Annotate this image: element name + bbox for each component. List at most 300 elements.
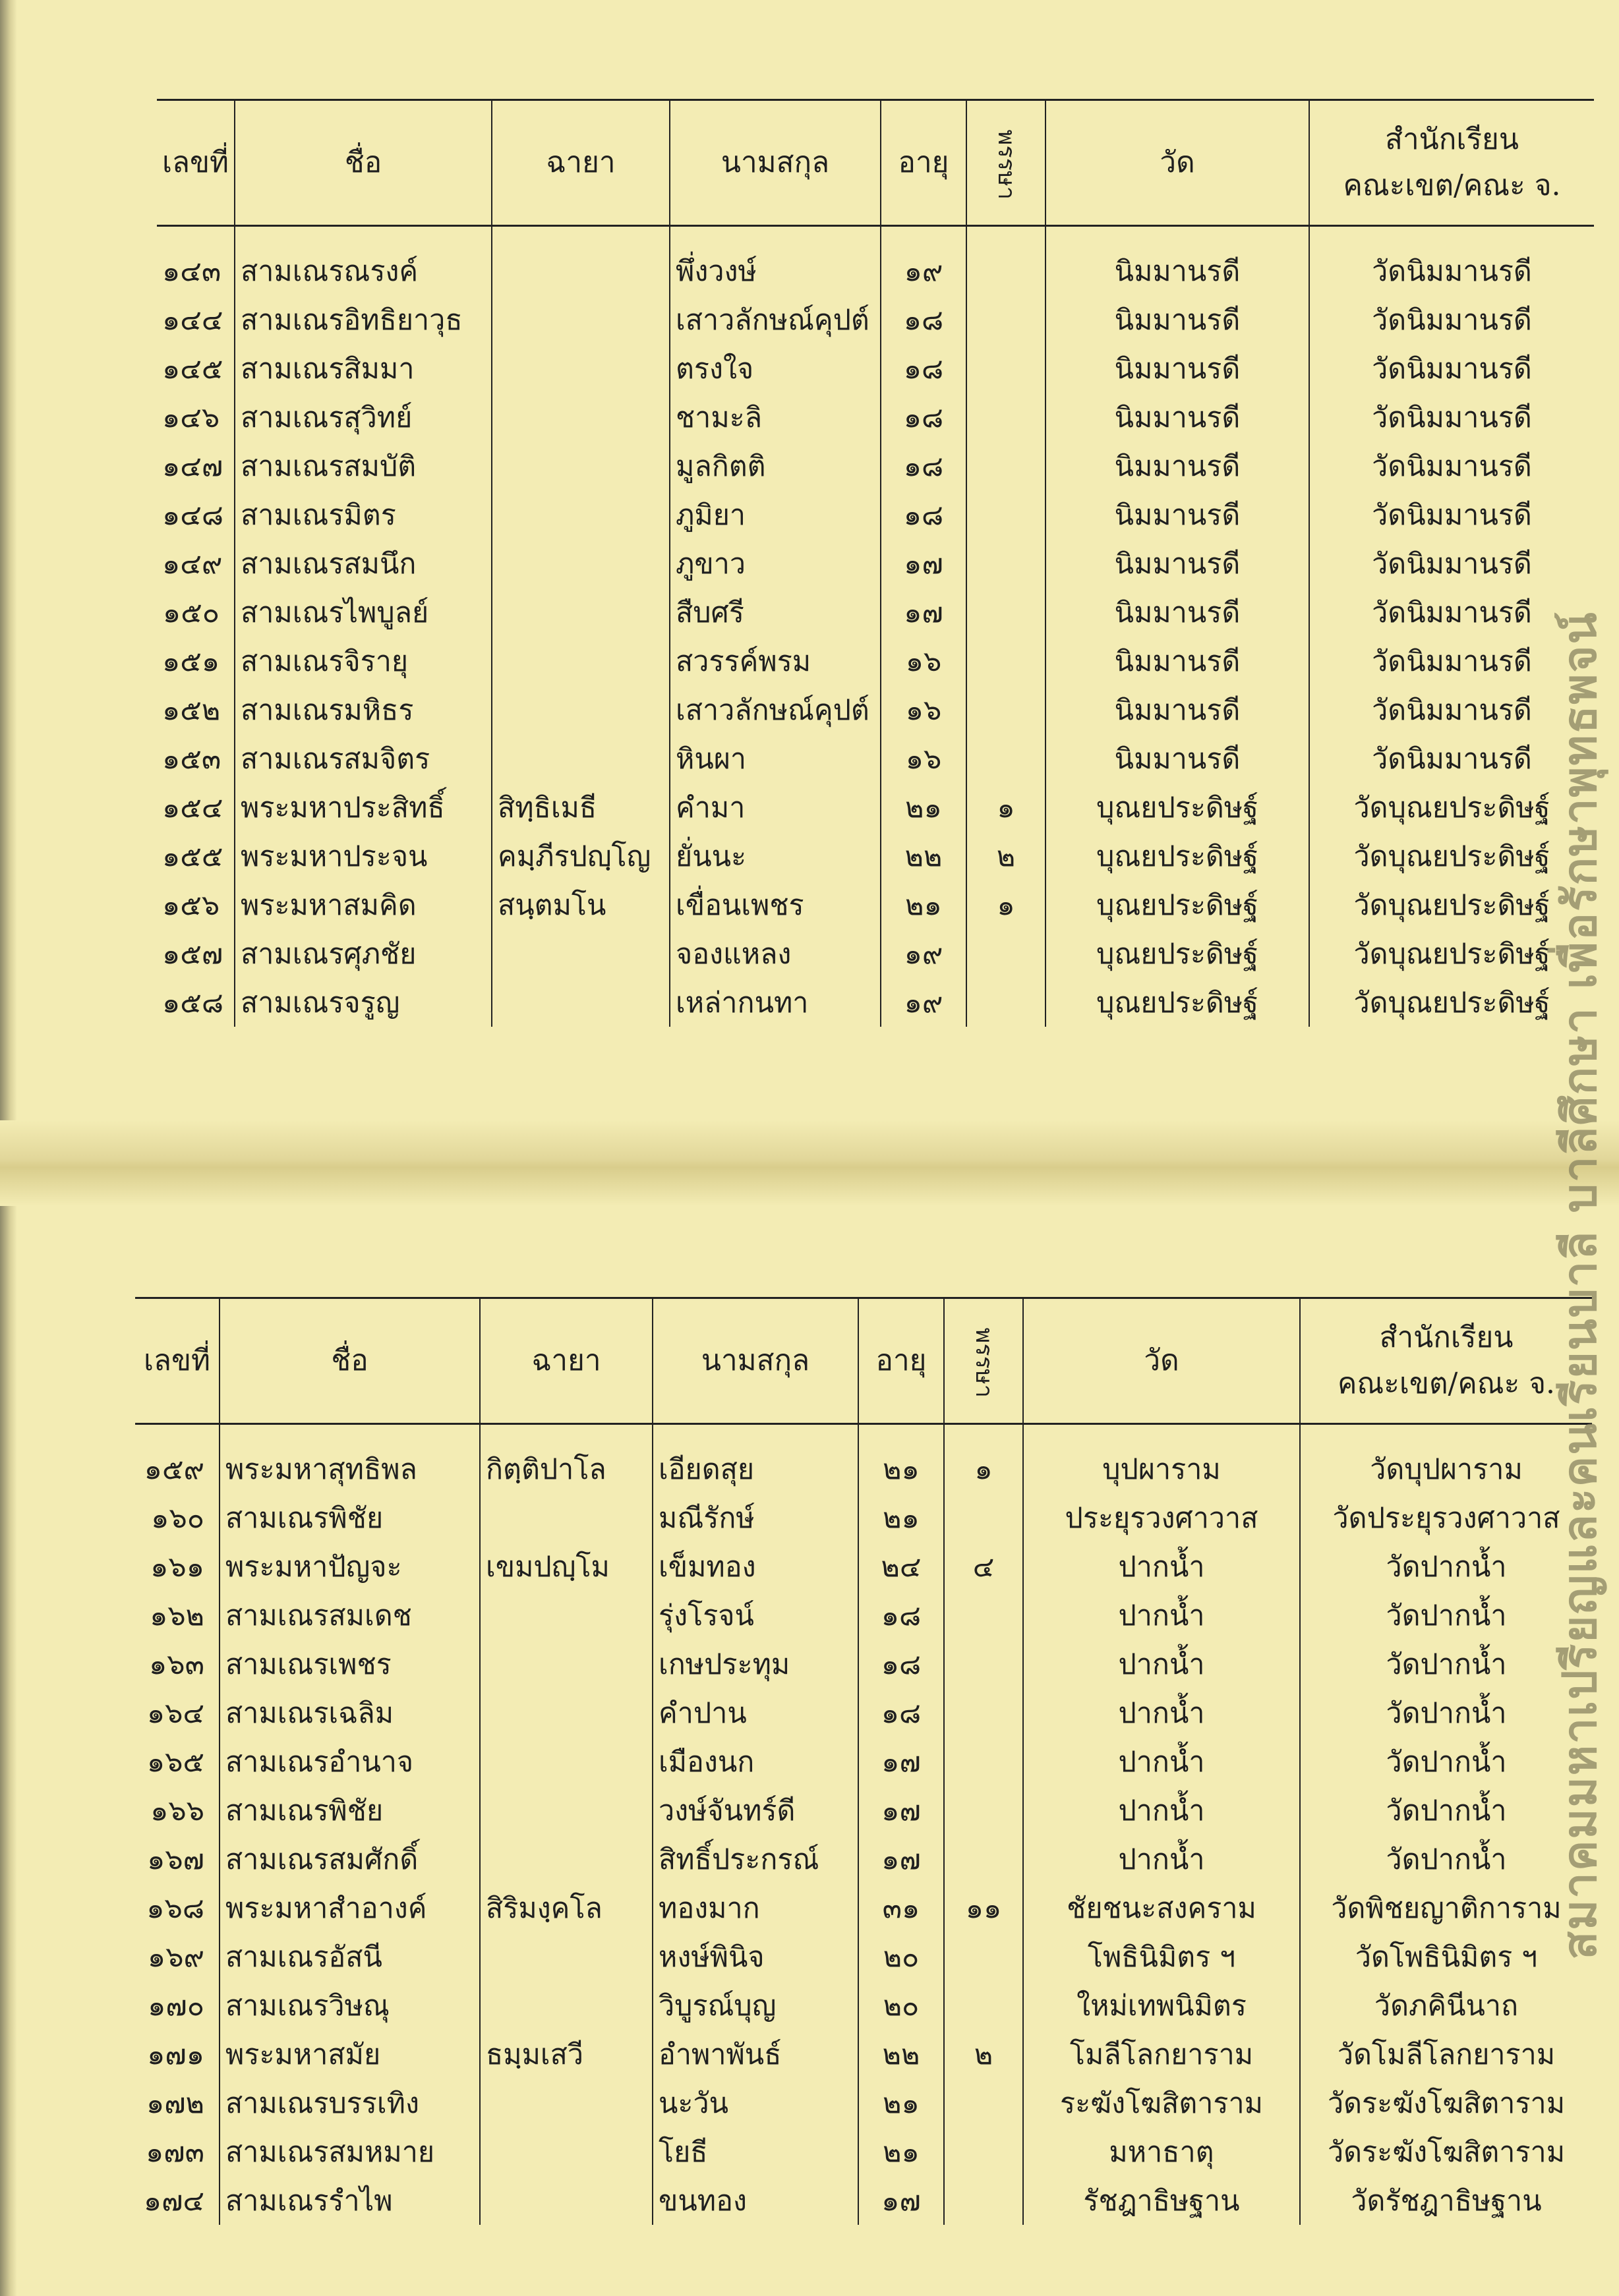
cell-school: วัดนิมมานรดี bbox=[1309, 539, 1594, 588]
header-no: เลขที่ bbox=[135, 1298, 220, 1424]
cell-phansa bbox=[966, 978, 1045, 1027]
cell-phansa: ๑ bbox=[966, 880, 1045, 929]
cell-chaya bbox=[480, 2079, 653, 2127]
table-row bbox=[157, 832, 1594, 880]
cell-age: ๒๔ bbox=[858, 1542, 944, 1591]
header-phansa bbox=[966, 100, 1045, 226]
cell-name: สามเณรสิมมา bbox=[235, 344, 492, 393]
cell-age: ๒๑ bbox=[881, 783, 966, 832]
cell-wat: โมลีโลกยาราม bbox=[1023, 2030, 1300, 2079]
cell-surname: มณีรักษ์ bbox=[653, 1493, 858, 1542]
table-row bbox=[157, 295, 1594, 344]
cell-surname: เขื่อนเพชร bbox=[670, 880, 881, 929]
cell-wat: นิมมานรดี bbox=[1045, 685, 1309, 734]
cell-wat: มหาธาตุ bbox=[1023, 2127, 1300, 2176]
cell-no: ๑๖๙ bbox=[147, 1941, 204, 1974]
cell-wat: บุณยประดิษฐ์ bbox=[1045, 783, 1309, 832]
cell-no: ๑๖๕ bbox=[146, 1746, 204, 1779]
cell-no: ๑๔๔ bbox=[162, 304, 223, 337]
cell-school: วัดบุณยประดิษฐ์ bbox=[1309, 783, 1594, 832]
cell-age: ๑๘ bbox=[881, 393, 966, 442]
header-school-line1: สำนักเรียน bbox=[1385, 122, 1519, 156]
table-row bbox=[157, 783, 1594, 832]
cell-name: สามเณรสมศักดิ์ bbox=[220, 1835, 480, 1883]
table-row bbox=[135, 1640, 1592, 1688]
cell-no: ๑๖๘ bbox=[146, 1892, 204, 1925]
cell-wat: บุณยประดิษฐ์ bbox=[1045, 880, 1309, 929]
cell-chaya: สนฺตมโน bbox=[492, 880, 670, 929]
cell-chaya bbox=[492, 588, 670, 637]
cell-chaya bbox=[492, 637, 670, 685]
cell-chaya bbox=[480, 1493, 653, 1542]
cell-surname: ชามะลิ bbox=[670, 393, 881, 442]
cell-school: วัดนิมมานรดี bbox=[1309, 295, 1594, 344]
table-row bbox=[135, 1981, 1592, 2030]
cell-wat: ปากน้ำ bbox=[1023, 1688, 1300, 1737]
watermark bbox=[1548, 428, 1611, 2142]
cell-no: ๑๔๗ bbox=[162, 450, 223, 483]
table-row bbox=[135, 1786, 1592, 1835]
cell-surname: ภูขาว bbox=[670, 539, 881, 588]
cell-phansa bbox=[944, 2176, 1023, 2225]
cell-no: ๑๔๘ bbox=[162, 499, 224, 532]
cell-school: วัดนิมมานรดี bbox=[1309, 226, 1594, 296]
cell-school: วัดนิมมานรดี bbox=[1309, 637, 1594, 685]
cell-school: วัดปากน้ำ bbox=[1300, 1835, 1592, 1883]
cell-school: วัดนิมมานรดี bbox=[1309, 685, 1594, 734]
cell-school: วัดนิมมานรดี bbox=[1309, 490, 1594, 539]
cell-chaya bbox=[492, 490, 670, 539]
table-row bbox=[135, 2127, 1592, 2176]
cell-surname: ภูมิยา bbox=[670, 490, 881, 539]
cell-phansa bbox=[966, 393, 1045, 442]
cell-wat: ปากน้ำ bbox=[1023, 1640, 1300, 1688]
cell-age: ๑๙ bbox=[881, 929, 966, 978]
cell-chaya bbox=[492, 226, 670, 296]
cell-school: วัดปากน้ำ bbox=[1300, 1591, 1592, 1640]
cell-school: วัดนิมมานรดี bbox=[1309, 588, 1594, 637]
cell-chaya bbox=[492, 539, 670, 588]
student-table-1 bbox=[157, 99, 1594, 1027]
cell-age: ๑๘ bbox=[858, 1640, 944, 1688]
cell-age: ๑๙ bbox=[881, 226, 966, 296]
cell-surname: สิทธิ์ประกรณ์ bbox=[653, 1835, 858, 1883]
header-surname: นามสกุล bbox=[670, 100, 881, 226]
header-phansa-label: พรรษา bbox=[992, 129, 1020, 200]
cell-phansa: ๑ bbox=[966, 783, 1045, 832]
cell-chaya bbox=[492, 344, 670, 393]
table-row bbox=[157, 226, 1594, 296]
table-row bbox=[157, 637, 1594, 685]
cell-wat: บุปผาราม bbox=[1023, 1424, 1300, 1494]
cell-school: วัดปากน้ำ bbox=[1300, 1688, 1592, 1737]
header-surname: นามสกุล bbox=[653, 1298, 858, 1424]
cell-surname: เมืองนก bbox=[653, 1737, 858, 1786]
cell-school: วัดโพธินิมิตร ฯ bbox=[1300, 1932, 1592, 1981]
cell-name: สามเณรศุภชัย bbox=[235, 929, 492, 978]
cell-chaya bbox=[480, 1737, 653, 1786]
cell-phansa: ๒ bbox=[944, 2030, 1023, 2079]
cell-phansa bbox=[966, 637, 1045, 685]
cell-school: วัดปากน้ำ bbox=[1300, 1542, 1592, 1591]
cell-age: ๑๗ bbox=[881, 539, 966, 588]
cell-surname: เสาวลักษณ์คุปต์ bbox=[670, 295, 881, 344]
cell-age: ๒๑ bbox=[881, 880, 966, 929]
cell-name: สามเณรสมหมาย bbox=[220, 2127, 480, 2176]
cell-chaya bbox=[492, 734, 670, 783]
cell-name: สามเณรสมจิตร bbox=[235, 734, 492, 783]
cell-chaya: เขมปญฺโม bbox=[480, 1542, 653, 1591]
cell-wat: ชัยชนะสงคราม bbox=[1023, 1883, 1300, 1932]
header-school bbox=[1309, 100, 1594, 226]
table-row bbox=[157, 344, 1594, 393]
cell-school: วัดประยุรวงศาวาส bbox=[1300, 1493, 1592, 1542]
cell-phansa bbox=[944, 1981, 1023, 2030]
cell-no: ๑๖๖ bbox=[150, 1794, 204, 1827]
cell-school: วัดบุณยประดิษฐ์ bbox=[1309, 832, 1594, 880]
table-row bbox=[157, 978, 1594, 1027]
cell-phansa bbox=[966, 442, 1045, 490]
cell-surname: คำมา bbox=[670, 783, 881, 832]
cell-chaya bbox=[480, 2127, 653, 2176]
cell-surname: รุ่งโรจน์ bbox=[653, 1591, 858, 1640]
cell-surname: หินผา bbox=[670, 734, 881, 783]
cell-wat: ปากน้ำ bbox=[1023, 1591, 1300, 1640]
cell-chaya bbox=[480, 1981, 653, 2030]
cell-phansa bbox=[944, 1591, 1023, 1640]
table-header-row bbox=[157, 100, 1594, 226]
cell-wat: ระฆังโฆสิตาราม bbox=[1023, 2079, 1300, 2127]
cell-surname: ยั่นนะ bbox=[670, 832, 881, 880]
cell-no: ๑๕๗ bbox=[162, 938, 223, 971]
cell-chaya bbox=[480, 1835, 653, 1883]
table-row bbox=[135, 1932, 1592, 1981]
table-section-2 bbox=[135, 1297, 1592, 2225]
cell-chaya bbox=[492, 929, 670, 978]
cell-surname: ตรงใจ bbox=[670, 344, 881, 393]
cell-phansa: ๑๑ bbox=[944, 1883, 1023, 1932]
cell-phansa: ๔ bbox=[944, 1542, 1023, 1591]
cell-age: ๑๘ bbox=[858, 1688, 944, 1737]
cell-no: ๑๕๐ bbox=[162, 596, 220, 629]
header-wat: วัด bbox=[1045, 100, 1309, 226]
cell-name: พระมหาสมัย bbox=[220, 2030, 480, 2079]
cell-chaya bbox=[480, 1640, 653, 1688]
table-row bbox=[157, 880, 1594, 929]
cell-name: สามเณรจิรายุ bbox=[235, 637, 492, 685]
cell-surname: ขนทอง bbox=[653, 2176, 858, 2225]
header-school-line2: คณะเขต/คณะ จ. bbox=[1337, 1367, 1556, 1400]
cell-name: สามเณรอำนาจ bbox=[220, 1737, 480, 1786]
table-row bbox=[157, 393, 1594, 442]
cell-no: ๑๕๓ bbox=[162, 743, 221, 776]
cell-age: ๑๘ bbox=[881, 344, 966, 393]
cell-wat: ปากน้ำ bbox=[1023, 1835, 1300, 1883]
cell-name: สามเณรมหิธร bbox=[235, 685, 492, 734]
table-row bbox=[135, 1737, 1592, 1786]
page-fold bbox=[0, 1120, 1619, 1206]
cell-age: ๓๑ bbox=[858, 1883, 944, 1932]
cell-wat: ปากน้ำ bbox=[1023, 1737, 1300, 1786]
cell-surname: นะวัน bbox=[653, 2079, 858, 2127]
cell-name: พระมหาสำอางค์ bbox=[220, 1883, 480, 1932]
cell-wat: นิมมานรดี bbox=[1045, 344, 1309, 393]
cell-name: สามเณรพิชัย bbox=[220, 1786, 480, 1835]
cell-no: ๑๔๓ bbox=[162, 255, 221, 288]
table-section-1 bbox=[157, 99, 1594, 1027]
cell-phansa bbox=[944, 1786, 1023, 1835]
cell-age: ๑๗ bbox=[881, 588, 966, 637]
header-age: อายุ bbox=[881, 100, 966, 226]
cell-chaya bbox=[492, 442, 670, 490]
cell-school: วัดบุณยประดิษฐ์ bbox=[1309, 978, 1594, 1027]
cell-wat: นิมมานรดี bbox=[1045, 539, 1309, 588]
cell-chaya bbox=[480, 1932, 653, 1981]
cell-name: สามเณรณรงค์ bbox=[235, 226, 492, 296]
cell-chaya: สิริมงฺคโล bbox=[480, 1883, 653, 1932]
cell-wat: ปากน้ำ bbox=[1023, 1542, 1300, 1591]
cell-school: วัดภคินีนาถ bbox=[1300, 1981, 1592, 2030]
table-row bbox=[157, 539, 1594, 588]
cell-no: ๑๖๓ bbox=[149, 1648, 204, 1681]
cell-wat: นิมมานรดี bbox=[1045, 226, 1309, 296]
cell-school: วัดปากน้ำ bbox=[1300, 1786, 1592, 1835]
header-phansa bbox=[944, 1298, 1023, 1424]
cell-school: วัดปากน้ำ bbox=[1300, 1737, 1592, 1786]
cell-no: ๑๕๙ bbox=[144, 1453, 204, 1486]
cell-name: สามเณรวิษณุ bbox=[220, 1981, 480, 2030]
cell-surname: อำพาพันธ์ bbox=[653, 2030, 858, 2079]
cell-surname: สืบศรี bbox=[670, 588, 881, 637]
cell-phansa bbox=[944, 1737, 1023, 1786]
cell-no: ๑๕๘ bbox=[162, 987, 224, 1019]
cell-no: ๑๗๒ bbox=[146, 2087, 204, 2120]
cell-no: ๑๖๒ bbox=[150, 1599, 204, 1632]
cell-name: สามเณรพิชัย bbox=[220, 1493, 480, 1542]
cell-phansa bbox=[944, 1640, 1023, 1688]
cell-no: ๑๕๕ bbox=[162, 840, 223, 873]
cell-surname: เอียดสุย bbox=[653, 1424, 858, 1494]
cell-surname: ทองมาก bbox=[653, 1883, 858, 1932]
cell-surname: มูลกิตติ bbox=[670, 442, 881, 490]
cell-wat: ใหม่เทพนิมิตร bbox=[1023, 1981, 1300, 2030]
table-header-row bbox=[135, 1298, 1592, 1424]
cell-no: ๑๖๑ bbox=[150, 1551, 204, 1584]
cell-age: ๒๑ bbox=[858, 1493, 944, 1542]
cell-no: ๑๕๑ bbox=[162, 645, 220, 678]
cell-name: สามเณรสมบัติ bbox=[235, 442, 492, 490]
cell-name: พระมหาสุทธิพล bbox=[220, 1424, 480, 1494]
cell-school: วัดโมลีโลกยาราม bbox=[1300, 2030, 1592, 2079]
cell-phansa: ๒ bbox=[966, 832, 1045, 880]
table-row bbox=[135, 2030, 1592, 2079]
cell-school: วัดรัชฎาธิษฐาน bbox=[1300, 2176, 1592, 2225]
cell-name: สามเณรมิตร bbox=[235, 490, 492, 539]
cell-chaya: ธมฺมเสวี bbox=[480, 2030, 653, 2079]
cell-wat: นิมมานรดี bbox=[1045, 393, 1309, 442]
cell-age: ๒๑ bbox=[858, 2127, 944, 2176]
cell-surname: จองแหลง bbox=[670, 929, 881, 978]
cell-wat: รัชฎาธิษฐาน bbox=[1023, 2176, 1300, 2225]
table-row bbox=[135, 2176, 1592, 2225]
cell-chaya bbox=[480, 1786, 653, 1835]
table-row bbox=[157, 588, 1594, 637]
table-row bbox=[157, 929, 1594, 978]
table-row bbox=[135, 1883, 1592, 1932]
table-row bbox=[135, 1688, 1592, 1737]
cell-age: ๒๒ bbox=[881, 832, 966, 880]
cell-chaya: กิตฺติปาโล bbox=[480, 1424, 653, 1494]
header-chaya: ฉายา bbox=[480, 1298, 653, 1424]
cell-name: สามเณรจรูญ bbox=[235, 978, 492, 1027]
header-name: ชื่อ bbox=[220, 1298, 480, 1424]
table-body-1 bbox=[157, 226, 1594, 1027]
table-row bbox=[135, 1542, 1592, 1591]
cell-name: พระมหาประสิทธิ์ bbox=[235, 783, 492, 832]
cell-no: ๑๗๓ bbox=[145, 2136, 204, 2169]
cell-age: ๑๘ bbox=[881, 442, 966, 490]
cell-school: วัดปากน้ำ bbox=[1300, 1640, 1592, 1688]
cell-phansa bbox=[966, 734, 1045, 783]
cell-no: ๑๔๖ bbox=[162, 401, 220, 434]
table-row bbox=[157, 442, 1594, 490]
cell-age: ๑๖ bbox=[881, 734, 966, 783]
cell-wat: บุณยประดิษฐ์ bbox=[1045, 978, 1309, 1027]
cell-no: ๑๕๒ bbox=[162, 694, 221, 727]
cell-phansa bbox=[944, 2079, 1023, 2127]
cell-school: วัดบุณยประดิษฐ์ bbox=[1309, 929, 1594, 978]
cell-age: ๒๑ bbox=[858, 2079, 944, 2127]
cell-age: ๑๘ bbox=[881, 295, 966, 344]
cell-phansa bbox=[966, 226, 1045, 296]
cell-school: วัดนิมมานรดี bbox=[1309, 734, 1594, 783]
cell-name: พระมหาปัญจะ bbox=[220, 1542, 480, 1591]
cell-age: ๑๘ bbox=[881, 490, 966, 539]
cell-phansa bbox=[966, 929, 1045, 978]
cell-name: สามเณรอัสนี bbox=[220, 1932, 480, 1981]
cell-wat: บุณยประดิษฐ์ bbox=[1045, 929, 1309, 978]
cell-age: ๑๗ bbox=[858, 1835, 944, 1883]
cell-name: สามเณรรำไพ bbox=[220, 2176, 480, 2225]
cell-school: วัดพิชยญาติการาม bbox=[1300, 1883, 1592, 1932]
cell-wat: นิมมานรดี bbox=[1045, 637, 1309, 685]
cell-no: ๑๕๖ bbox=[162, 889, 220, 922]
cell-name: สามเณรบรรเทิง bbox=[220, 2079, 480, 2127]
cell-phansa bbox=[944, 1493, 1023, 1542]
cell-no: ๑๗๔ bbox=[143, 2185, 204, 2218]
cell-no: ๑๔๕ bbox=[162, 353, 223, 386]
cell-surname: โยธี bbox=[653, 2127, 858, 2176]
cell-phansa bbox=[966, 344, 1045, 393]
table-row bbox=[135, 1493, 1592, 1542]
table-row bbox=[135, 1424, 1592, 1494]
cell-no: ๑๔๙ bbox=[162, 548, 223, 581]
cell-surname: พึ่งวงษ์ bbox=[670, 226, 881, 296]
table-body-2 bbox=[135, 1424, 1592, 2225]
cell-surname: คำปาน bbox=[653, 1688, 858, 1737]
cell-name: พระมหาประจน bbox=[235, 832, 492, 880]
cell-phansa bbox=[944, 1932, 1023, 1981]
cell-wat: ปากน้ำ bbox=[1023, 1786, 1300, 1835]
cell-phansa bbox=[944, 1835, 1023, 1883]
cell-school: วัดระฆังโฆสิตาราม bbox=[1300, 2079, 1592, 2127]
header-phansa-label: พรรษา bbox=[970, 1327, 997, 1398]
cell-chaya: คมฺภีรปญฺโญ bbox=[492, 832, 670, 880]
cell-phansa bbox=[966, 490, 1045, 539]
cell-no: ๑๗๐ bbox=[148, 1990, 204, 2023]
cell-wat: ประยุรวงศาวาส bbox=[1023, 1493, 1300, 1542]
cell-chaya: สิทฺธิเมธี bbox=[492, 783, 670, 832]
table-row bbox=[157, 490, 1594, 539]
cell-chaya bbox=[480, 1688, 653, 1737]
cell-age: ๑๘ bbox=[858, 1591, 944, 1640]
cell-phansa bbox=[966, 295, 1045, 344]
cell-surname: สวรรค์พรม bbox=[670, 637, 881, 685]
cell-phansa bbox=[966, 539, 1045, 588]
cell-name: สามเณรเฉลิม bbox=[220, 1688, 480, 1737]
cell-no: ๑๕๔ bbox=[162, 791, 223, 824]
cell-name: สามเณรอิทธิยาวุธ bbox=[235, 295, 492, 344]
cell-school: วัดบุปผาราม bbox=[1300, 1424, 1592, 1494]
cell-name: สามเณรสมเดช bbox=[220, 1591, 480, 1640]
cell-phansa bbox=[944, 1688, 1023, 1737]
cell-phansa bbox=[966, 588, 1045, 637]
cell-age: ๑๗ bbox=[858, 1737, 944, 1786]
cell-age: ๑๙ bbox=[881, 978, 966, 1027]
cell-age: ๑๗ bbox=[858, 2176, 944, 2225]
table-row bbox=[157, 734, 1594, 783]
cell-chaya bbox=[492, 685, 670, 734]
watermark-text: สมาคมมหาเปรียญและคนเรียนบาลี บาลีศึกษา เพื่อรักษาพุทธพจน์ bbox=[1552, 611, 1607, 1959]
table-row bbox=[135, 1591, 1592, 1640]
cell-surname: เกษประทุม bbox=[653, 1640, 858, 1688]
cell-chaya bbox=[492, 393, 670, 442]
cell-age: ๑๗ bbox=[858, 1786, 944, 1835]
table-row bbox=[135, 2079, 1592, 2127]
cell-school: วัดนิมมานรดี bbox=[1309, 393, 1594, 442]
cell-name: สามเณรสมนึก bbox=[235, 539, 492, 588]
cell-school: วัดระฆังโฆสิตาราม bbox=[1300, 2127, 1592, 2176]
student-table-2 bbox=[135, 1297, 1592, 2225]
cell-wat: นิมมานรดี bbox=[1045, 295, 1309, 344]
cell-school: วัดนิมมานรดี bbox=[1309, 442, 1594, 490]
header-wat: วัด bbox=[1023, 1298, 1300, 1424]
cell-school: วัดบุณยประดิษฐ์ bbox=[1309, 880, 1594, 929]
cell-phansa: ๑ bbox=[944, 1424, 1023, 1494]
header-age: อายุ bbox=[858, 1298, 944, 1424]
cell-age: ๒๑ bbox=[858, 1424, 944, 1494]
cell-surname: วงษ์จันทร์ดี bbox=[653, 1786, 858, 1835]
cell-age: ๒๒ bbox=[858, 2030, 944, 2079]
cell-age: ๑๖ bbox=[881, 685, 966, 734]
header-school-line2: คณะเขต/คณะ จ. bbox=[1343, 169, 1561, 202]
cell-no: ๑๖๐ bbox=[151, 1502, 204, 1535]
cell-wat: นิมมานรดี bbox=[1045, 588, 1309, 637]
cell-chaya bbox=[492, 295, 670, 344]
cell-age: ๒๐ bbox=[858, 1981, 944, 2030]
header-no: เลขที่ bbox=[157, 100, 235, 226]
cell-age: ๒๐ bbox=[858, 1932, 944, 1981]
table-row bbox=[135, 1835, 1592, 1883]
cell-age: ๑๖ bbox=[881, 637, 966, 685]
cell-surname: วิบูรณ์บุญ bbox=[653, 1981, 858, 2030]
cell-surname: เหล่ากนทา bbox=[670, 978, 881, 1027]
cell-no: ๑๗๑ bbox=[147, 2038, 204, 2071]
cell-name: พระมหาสมคิด bbox=[235, 880, 492, 929]
table-row bbox=[157, 685, 1594, 734]
cell-wat: บุณยประดิษฐ์ bbox=[1045, 832, 1309, 880]
cell-name: สามเณรไพบูลย์ bbox=[235, 588, 492, 637]
